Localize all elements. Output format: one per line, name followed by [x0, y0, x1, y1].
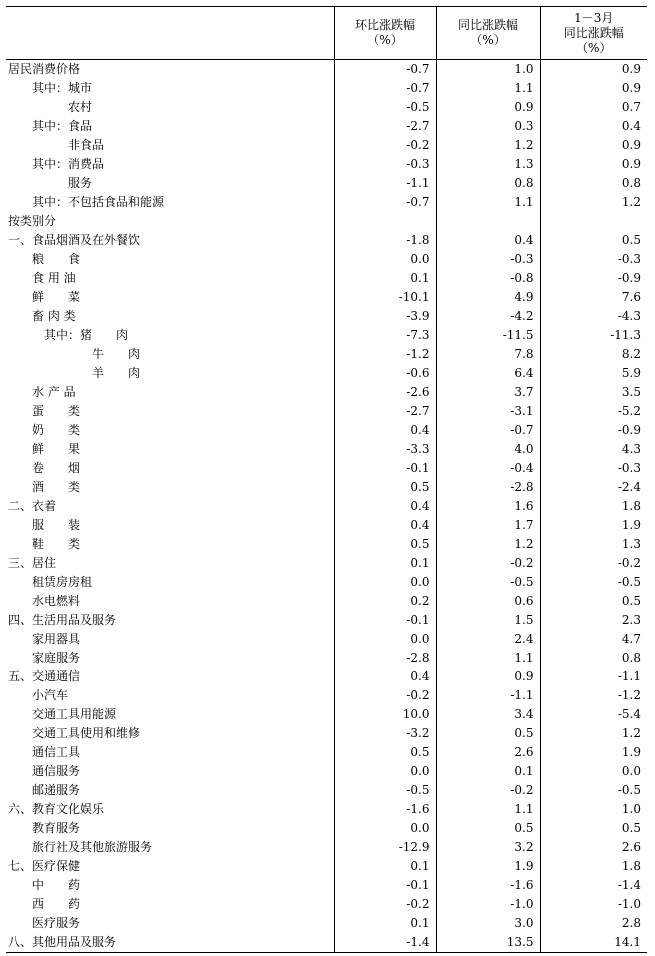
row-label: 一、食品烟酒及在外餐饮	[8, 233, 141, 248]
mom-value: 10.0	[334, 705, 436, 724]
yoy-value: 7.8	[436, 345, 540, 364]
ytd-value: 0.7	[540, 98, 647, 117]
ytd-value: 0.9	[540, 136, 647, 155]
row-label: 中 药	[32, 878, 81, 893]
yoy-value: -2.8	[436, 477, 540, 496]
table-row	[6, 610, 647, 629]
row-label: 食 用 油	[32, 271, 76, 286]
ytd-value: 1.0	[540, 800, 647, 819]
yoy-value: -1.6	[436, 876, 540, 895]
ytd-value: 1.8	[540, 496, 647, 515]
ytd-value: 0.9	[540, 60, 647, 79]
yoy-value: 2.6	[436, 743, 540, 762]
row-label: 三、居住	[8, 555, 57, 570]
cpi-table	[6, 6, 647, 953]
header-blank	[6, 7, 334, 60]
mom-value: 0.1	[334, 553, 436, 572]
table-row	[6, 288, 647, 307]
table-row	[6, 98, 647, 117]
table-row	[6, 174, 647, 193]
row-label: 医疗服务	[32, 916, 81, 931]
table-row	[6, 800, 647, 819]
row-label: 其中：食品	[32, 119, 93, 134]
row-label: 教育服务	[32, 821, 81, 836]
row-label: 粮 食	[32, 252, 81, 267]
row-label: 酒 类	[32, 479, 81, 494]
header-mom-title: 环比涨跌幅	[354, 18, 415, 32]
yoy-value: -0.2	[436, 781, 540, 800]
mom-value: -1.6	[334, 800, 436, 819]
ytd-value: 1.9	[540, 515, 647, 534]
row-label: 奶 类	[32, 422, 81, 437]
ytd-value: 5.9	[540, 364, 647, 383]
yoy-value: 3.7	[436, 382, 540, 401]
mom-value: -0.7	[334, 193, 436, 212]
ytd-value: 0.0	[540, 762, 647, 781]
row-label: 其中：城市	[32, 81, 93, 96]
row-label: 其中：消费品	[32, 157, 105, 172]
yoy-value: 1.3	[436, 155, 540, 174]
table-row	[6, 458, 647, 477]
ytd-value: 7.6	[540, 288, 647, 307]
yoy-value: 4.9	[436, 288, 540, 307]
row-label: 八、其他用品及服务	[6, 933, 334, 952]
row-label: 交通工具用能源	[32, 707, 117, 722]
mom-value: -0.2	[334, 686, 436, 705]
ytd-value: 2.6	[540, 838, 647, 857]
yoy-value: 3.0	[436, 914, 540, 933]
table-row	[6, 117, 647, 136]
table-row	[6, 572, 647, 591]
mom-value: -0.5	[334, 98, 436, 117]
yoy-value: -0.8	[436, 269, 540, 288]
row-label: 服 装	[32, 517, 81, 532]
table-row	[6, 326, 647, 345]
mom-value: 0.4	[334, 496, 436, 515]
ytd-value: -1.2	[540, 686, 647, 705]
table-row	[6, 496, 647, 515]
row-label: 居民消费价格	[8, 62, 81, 77]
table-row	[6, 686, 647, 705]
mom-value: -3.2	[334, 724, 436, 743]
mom-value: 0.5	[334, 534, 436, 553]
table-row	[6, 269, 647, 288]
ytd-value: 14.1	[540, 933, 647, 952]
yoy-value: 1.1	[436, 193, 540, 212]
yoy-value: 0.8	[436, 174, 540, 193]
table-row	[6, 250, 647, 269]
yoy-value: 1.7	[436, 515, 540, 534]
mom-value: -1.2	[334, 345, 436, 364]
yoy-value: -0.7	[436, 420, 540, 439]
table-row	[6, 914, 647, 933]
row-label: 交通工具使用和维修	[32, 726, 141, 741]
mom-value: 0.0	[334, 629, 436, 648]
ytd-value: 0.8	[540, 648, 647, 667]
yoy-value: 1.5	[436, 610, 540, 629]
yoy-value: -0.4	[436, 458, 540, 477]
table-row	[6, 231, 647, 250]
mom-value: -2.8	[334, 648, 436, 667]
row-label: 服务	[68, 176, 93, 191]
mom-value: 0.5	[334, 743, 436, 762]
yoy-value: -11.5	[436, 326, 540, 345]
row-label: 家用器具	[32, 631, 81, 646]
mom-value: -0.7	[334, 79, 436, 98]
table-row	[6, 364, 647, 383]
ytd-value: 0.9	[540, 79, 647, 98]
table-row	[6, 155, 647, 174]
ytd-value: -0.9	[540, 269, 647, 288]
table-row	[6, 591, 647, 610]
mom-value: -0.5	[334, 781, 436, 800]
yoy-value: -3.1	[436, 401, 540, 420]
row-label: 其中：猪 肉	[44, 328, 129, 343]
row-label: 六、教育文化娱乐	[8, 802, 105, 817]
ytd-value: -1.1	[540, 667, 647, 686]
mom-value: 0.0	[334, 572, 436, 591]
table-row	[6, 420, 647, 439]
header-yoy-unit: （%）	[470, 33, 506, 47]
yoy-value: 1.9	[436, 857, 540, 876]
yoy-value: -1.1	[436, 686, 540, 705]
yoy-value: -0.5	[436, 572, 540, 591]
ytd-value: 1.9	[540, 743, 647, 762]
mom-value: -3.9	[334, 307, 436, 326]
row-label: 羊 肉	[92, 365, 141, 380]
table-row	[6, 382, 647, 401]
ytd-value: 1.8	[540, 857, 647, 876]
table-row	[6, 79, 647, 98]
header-yoy-title: 同比涨跌幅	[457, 18, 518, 32]
yoy-value: 0.6	[436, 591, 540, 610]
yoy-value: 1.2	[436, 136, 540, 155]
table-row	[6, 193, 647, 212]
mom-value: -1.8	[334, 231, 436, 250]
mom-value: -2.7	[334, 117, 436, 136]
mom-value: -1.1	[334, 174, 436, 193]
mom-value: -0.1	[334, 458, 436, 477]
row-label: 五、交通通信	[8, 669, 81, 684]
yoy-value: -0.3	[436, 250, 540, 269]
ytd-value: 3.5	[540, 382, 647, 401]
table-row	[6, 838, 647, 857]
ytd-value: 4.7	[540, 629, 647, 648]
ytd-value: -0.5	[540, 781, 647, 800]
table-row	[6, 345, 647, 364]
row-label: 二、衣着	[8, 498, 57, 513]
ytd-value: 1.2	[540, 724, 647, 743]
mom-value: -0.1	[334, 876, 436, 895]
row-label: 畜 肉 类	[32, 309, 76, 324]
table-row	[6, 762, 647, 781]
header-row	[6, 7, 647, 60]
ytd-value: -11.3	[540, 326, 647, 345]
table-row	[6, 439, 647, 458]
table-row	[6, 819, 647, 838]
ytd-value: 1.3	[540, 534, 647, 553]
yoy-value: 3.4	[436, 705, 540, 724]
header-ytd-period: 1－3月	[574, 10, 614, 25]
mom-value: 0.1	[334, 857, 436, 876]
table-row	[6, 629, 647, 648]
row-label: 租赁房房租	[32, 574, 93, 589]
row-label: 牛 肉	[92, 347, 141, 362]
mom-value: -2.6	[334, 382, 436, 401]
yoy-value: 1.0	[436, 60, 540, 79]
yoy-value: 0.3	[436, 117, 540, 136]
mom-value: -0.2	[334, 136, 436, 155]
yoy-value: 0.5	[436, 819, 540, 838]
row-label: 旅行社及其他旅游服务	[32, 840, 153, 855]
yoy-value: 0.9	[436, 98, 540, 117]
yoy-value: 1.2	[436, 534, 540, 553]
ytd-value: -0.3	[540, 250, 647, 269]
ytd-value: 0.5	[540, 231, 647, 250]
yoy-value: 1.1	[436, 648, 540, 667]
yoy-value: 1.1	[436, 800, 540, 819]
mom-value: 0.0	[334, 762, 436, 781]
table-row	[6, 743, 647, 762]
header-mom	[334, 7, 436, 60]
table-row	[6, 212, 647, 231]
mom-value: 0.5	[334, 477, 436, 496]
ytd-value: -0.2	[540, 553, 647, 572]
ytd-value: 0.4	[540, 117, 647, 136]
mom-value: 0.4	[334, 420, 436, 439]
mom-value: 0.4	[334, 667, 436, 686]
ytd-value: -5.4	[540, 705, 647, 724]
yoy-value: -4.2	[436, 307, 540, 326]
ytd-value: 2.8	[540, 914, 647, 933]
mom-value: 0.0	[334, 819, 436, 838]
mom-value: 0.1	[334, 914, 436, 933]
table-row	[6, 705, 647, 724]
yoy-value: 13.5	[436, 933, 540, 952]
table-row	[6, 60, 647, 79]
mom-value: -10.1	[334, 288, 436, 307]
ytd-value: -4.3	[540, 307, 647, 326]
mom-value: -7.3	[334, 326, 436, 345]
table-row	[6, 724, 647, 743]
yoy-value: 6.4	[436, 364, 540, 383]
row-label: 鲜 菜	[32, 290, 81, 305]
table-row	[6, 534, 647, 553]
mom-value: 0.1	[334, 269, 436, 288]
row-label: 卷 烟	[32, 460, 81, 475]
mom-value: -0.2	[334, 895, 436, 914]
mom-value: -12.9	[334, 838, 436, 857]
table-row	[6, 933, 647, 952]
yoy-value: -1.0	[436, 895, 540, 914]
yoy-value: 0.5	[436, 724, 540, 743]
table-row	[6, 307, 647, 326]
row-label: 非食品	[68, 138, 105, 153]
header-ytd-title: 同比涨跌幅	[563, 25, 624, 40]
row-label: 邮递服务	[32, 783, 81, 798]
row-label: 七、医疗保健	[8, 859, 81, 874]
table-row	[6, 895, 647, 914]
ytd-value: -0.5	[540, 572, 647, 591]
table-row	[6, 667, 647, 686]
mom-value: -0.7	[334, 60, 436, 79]
ytd-value: 8.2	[540, 345, 647, 364]
row-label: 家庭服务	[32, 650, 81, 665]
row-label: 西 药	[32, 897, 81, 912]
yoy-value: 0.4	[436, 231, 540, 250]
mom-value: -3.3	[334, 439, 436, 458]
table-row	[6, 876, 647, 895]
row-label: 通信服务	[32, 764, 81, 779]
mom-value: -2.7	[334, 401, 436, 420]
mom-value: 0.4	[334, 515, 436, 534]
row-label: 水电燃料	[32, 593, 81, 608]
mom-value: -0.1	[334, 610, 436, 629]
ytd-value: 0.8	[540, 174, 647, 193]
row-label: 其中：不包括食品和能源	[32, 195, 165, 210]
table-row	[6, 477, 647, 496]
table-row	[6, 857, 647, 876]
ytd-value: -1.4	[540, 876, 647, 895]
row-label: 鞋 类	[32, 536, 81, 551]
ytd-value: -0.3	[540, 458, 647, 477]
mom-value: 0.0	[334, 250, 436, 269]
table-row	[6, 136, 647, 155]
yoy-value: 1.1	[436, 79, 540, 98]
table-row	[6, 781, 647, 800]
yoy-value: 2.4	[436, 629, 540, 648]
ytd-value: 0.9	[540, 155, 647, 174]
row-label: 鲜 果	[32, 441, 81, 456]
ytd-value: 1.2	[540, 193, 647, 212]
table-row	[6, 401, 647, 420]
yoy-value: 0.9	[436, 667, 540, 686]
mom-value	[334, 212, 436, 231]
yoy-value: 4.0	[436, 439, 540, 458]
table-row	[6, 515, 647, 534]
ytd-value: -1.0	[540, 895, 647, 914]
table-row	[6, 648, 647, 667]
header-yoy	[436, 7, 540, 60]
ytd-value: -2.4	[540, 477, 647, 496]
ytd-value: 2.3	[540, 610, 647, 629]
row-label: 农村	[68, 100, 93, 115]
ytd-value: 0.5	[540, 819, 647, 838]
ytd-value: -0.9	[540, 420, 647, 439]
mom-value: -0.6	[334, 364, 436, 383]
ytd-value: 4.3	[540, 439, 647, 458]
mom-value: -1.4	[334, 933, 436, 952]
header-ytd	[540, 7, 647, 60]
table-body	[6, 60, 647, 953]
row-label: 小汽车	[32, 688, 69, 703]
ytd-value: 0.5	[540, 591, 647, 610]
row-label: 蛋 类	[32, 403, 81, 418]
yoy-value: 3.2	[436, 838, 540, 857]
row-label: 按类别分	[8, 214, 57, 229]
yoy-value: -0.2	[436, 553, 540, 572]
yoy-value: 1.6	[436, 496, 540, 515]
mom-value: -0.3	[334, 155, 436, 174]
row-label: 通信工具	[32, 745, 81, 760]
ytd-value: -5.2	[540, 401, 647, 420]
header-mom-unit: （%）	[367, 33, 403, 47]
header-ytd-unit: （%）	[576, 40, 612, 55]
mom-value: 0.2	[334, 591, 436, 610]
ytd-value	[540, 212, 647, 231]
table-row	[6, 553, 647, 572]
row-label: 水 产 品	[32, 384, 76, 399]
row-label: 四、生活用品及服务	[8, 612, 117, 627]
yoy-value	[436, 212, 540, 231]
yoy-value: 0.1	[436, 762, 540, 781]
